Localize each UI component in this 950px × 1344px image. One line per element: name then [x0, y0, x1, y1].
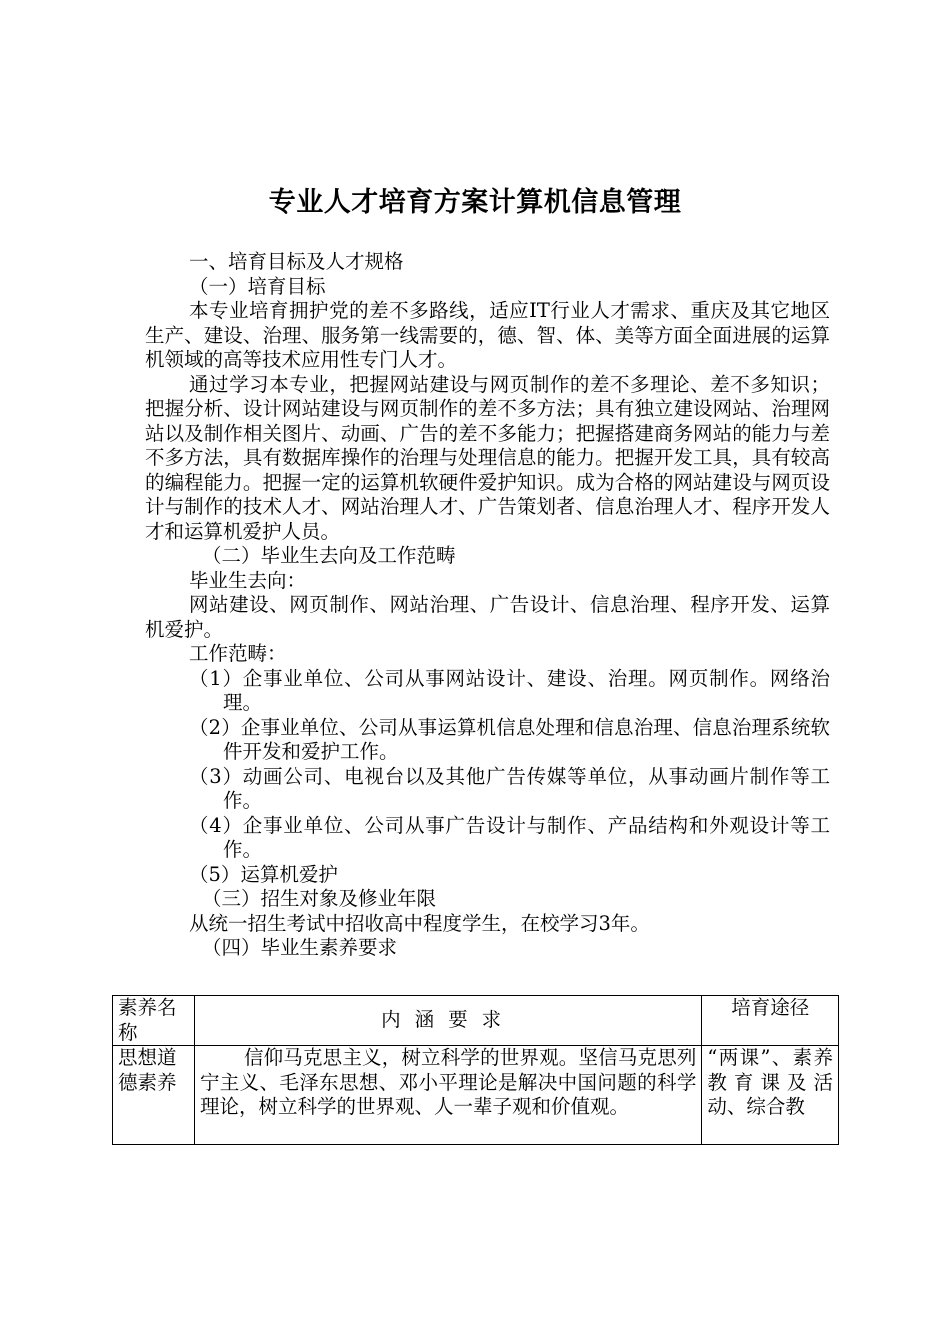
list-item: （3）动画公司、电视台以及其他广告传媒等单位，从事动画片制作等工作。: [189, 764, 830, 812]
paragraph: 通过学习本专业，把握网站建设与网页制作的差不多理论、差不多知识；把握分析、设计网站建设与网页制作的差不多方法；具有独立建设网站、治理网站以及制作相关图片、动画、广告的差不多能力；把握搭建商务网站的能力与差不多方法，具有数据库操作的治理与处理信息的能力。把握开发工具，具有较高的编程能力。把握一定的运算机软硬件爱护知识。成为合格的网站建设与网页设计与制作的技术人才、网站治理人才、广告策划者、信息治理人才、程序开发人才和运算机爱护人员。: [145, 372, 830, 543]
subsection-heading: （四）毕业生素养要求: [202, 936, 398, 959]
list-item: （4）企事业单位、公司从事广告设计与制作、产品结构和外观设计等工作。: [189, 813, 830, 861]
table-header-cell: 内涵要求: [194, 996, 701, 1046]
paragraph: 网站建设、网页制作、网站治理、广告设计、信息治理、程序开发、运算机爱护。: [145, 593, 830, 641]
quality-requirements-table: [112, 995, 839, 1145]
table-row: [113, 1046, 839, 1145]
section-heading: 一、培育目标及人才规格: [189, 250, 404, 273]
label-text: 毕业生去向：: [189, 568, 307, 592]
table-cell: 信仰马克思主义，树立科学的世界观。坚信马克思列宁主义、毛泽东思想、邓小平理论是解决中国问题的科学理论，树立科学的世界观、人一辈子观和价值观。: [194, 1046, 701, 1145]
document-body: [145, 250, 830, 961]
document-title: 专业人才培育方案计算机信息管理: [268, 187, 682, 218]
table-header-cell: 培育途径: [702, 996, 839, 1046]
paragraph: 本专业培育拥护党的差不多路线，适应IT行业人才需求、重庆及其它地区生产、建设、治理、服务第一线需要的，德、智、体、美等方面全面进展的运算机领域的高等技术应用性专门人才。: [145, 299, 830, 371]
table-header-cell: 素养名称: [113, 996, 195, 1046]
paragraph: 从统一招生考试中招收高中程度学生，在校学习3年。: [189, 911, 650, 935]
table-cell: 思想道德素养: [113, 1046, 195, 1145]
list-item: （2）企事业单位、公司从事运算机信息处理和信息治理、信息治理系统软件开发和爱护工作。: [189, 715, 830, 763]
table-cell: “两课”、素养教育课及活动、综合教: [702, 1046, 839, 1145]
subsection-heading: （二）毕业生去向及工作范畴: [202, 544, 456, 567]
table-header-row: [113, 996, 839, 1046]
subsection-heading: （一）培育目标: [189, 274, 326, 298]
subsection-heading: （三）招生对象及修业年限: [202, 887, 437, 910]
label-text: 工作范畴：: [189, 642, 287, 665]
list-item: （5）运算机爱护: [189, 862, 338, 886]
list-item: （1）企事业单位、公司从事网站设计、建设、治理。网页制作。网络治理。: [189, 666, 830, 714]
